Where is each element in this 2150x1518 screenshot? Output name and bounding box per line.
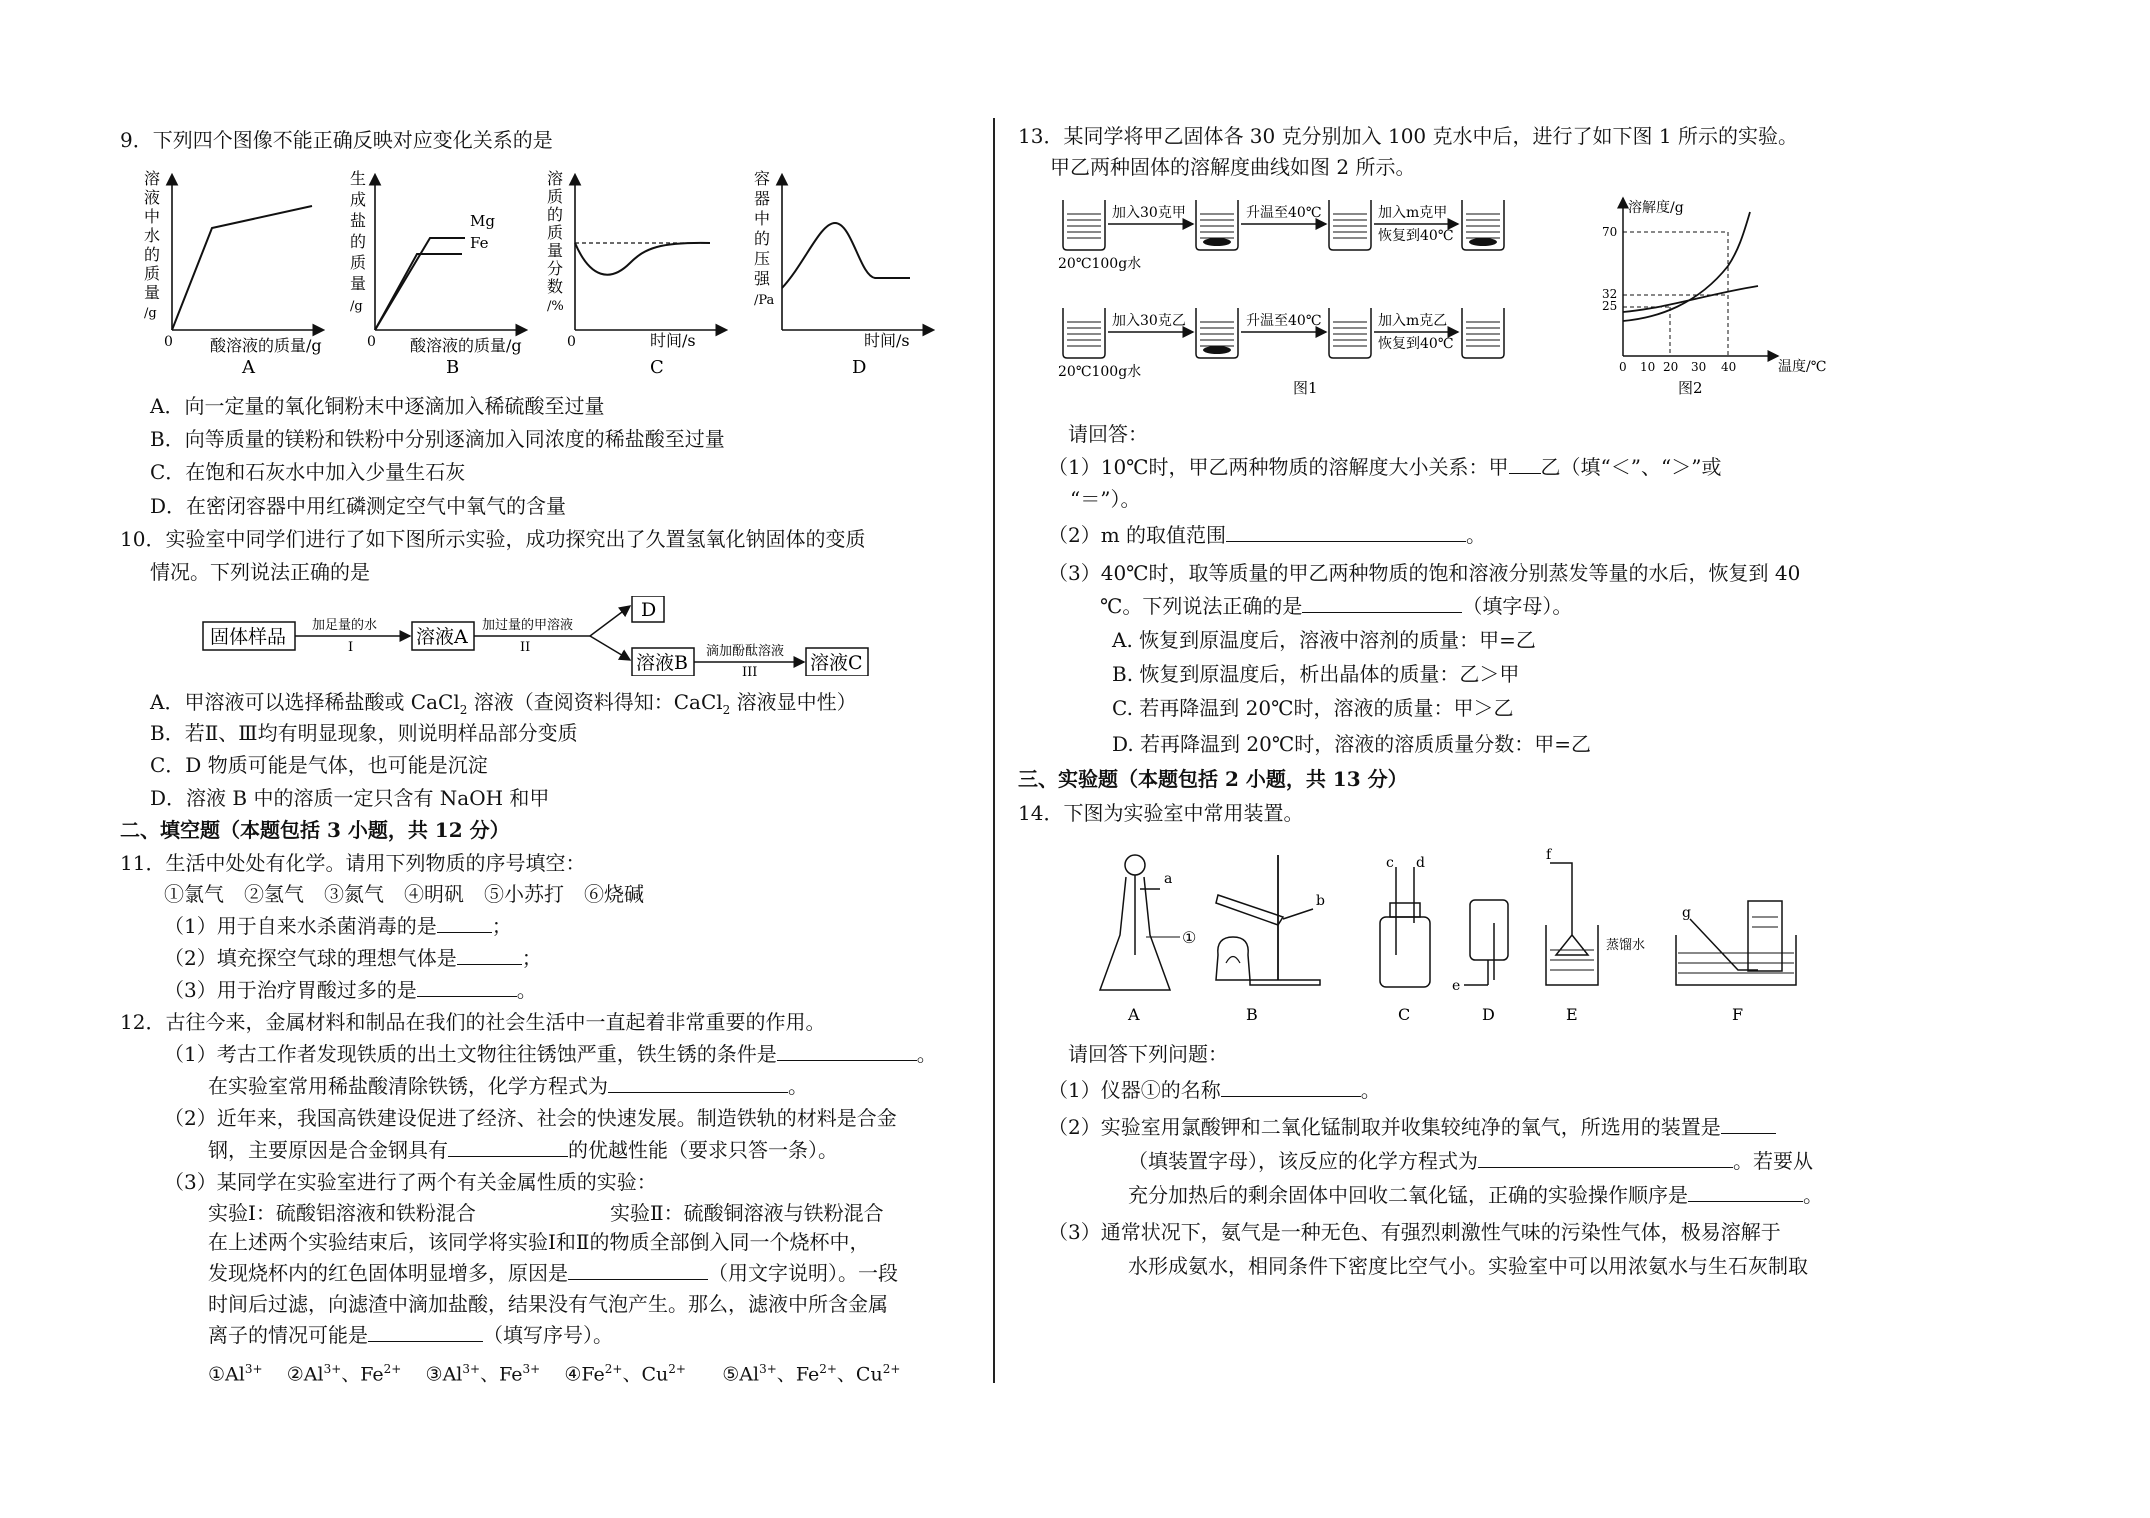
graph-d-ylabel-char: 容 xyxy=(754,169,771,188)
q13-option-a: A. 恢复到原温度后，溶液中溶剂的质量：甲=乙 xyxy=(1112,628,1536,652)
q10-option-b: B．若Ⅱ、Ⅲ均有明显现象，则说明样品部分变质 xyxy=(150,721,578,745)
q9-stem: 9．下列四个图像不能正确反映对应变化关系的是 xyxy=(120,128,553,152)
q9-option-d: D．在密闭容器中用红磷测定空气中氧气的含量 xyxy=(150,494,567,518)
q10-stem-line1: 10．实验室中同学们进行了如下图所示实验，成功探究出了久置氢氧化钠固体的变质 xyxy=(120,527,866,551)
q11-stem: 11．生活中处处有化学。请用下列物质的序号填空： xyxy=(120,851,586,875)
graph-c xyxy=(547,169,725,378)
label-g: g xyxy=(1682,905,1691,921)
q11-part1: （1）用于自来水杀菌消毒的是 ； xyxy=(164,914,512,938)
fig1-step-b2: 升温至40℃ xyxy=(1246,313,1322,329)
letter-c: C xyxy=(1398,1005,1411,1024)
flow-solution-b: 溶液B xyxy=(636,652,688,674)
graph-b-ylabel-char: 量 xyxy=(350,274,367,293)
q12-ion-options: $①Al^{3+}$ $②Al^{3+}$、$Fe^{2+}$ $③Al^{3+}$、$Fe^{3+}$ $④Fe^{2+}$、$Cu^{2+}$ $⑤Al^{3+}$、$Fe^{2+}$、$Cu^{2+}$ xyxy=(208,1362,901,1386)
graph-c-ylabel-char: 量 xyxy=(547,241,564,260)
q11-substances: ①氯气 ②氢气 ③氮气 ④明矾 ⑤小苏打 ⑥烧碱 xyxy=(164,882,644,906)
q14-apparatus-figure xyxy=(1098,845,1838,1025)
graph-d-ylabel-char: 强 xyxy=(754,269,771,288)
fig1-step-b3: 加入m克乙 xyxy=(1378,313,1448,329)
label-a: a xyxy=(1164,871,1173,887)
fig1-water-2: 20℃100g水 xyxy=(1058,364,1142,380)
q12-part3-line4: 离子的情况可能是 （填写序号）。 xyxy=(208,1323,613,1347)
fig2-xtick-30: 30 xyxy=(1691,360,1707,374)
q14-part2-line2: （填装置字母），该反应的化学方程式为 。若要从 xyxy=(1128,1149,1813,1173)
q10-option-a: A．甲溶液可以选择稀盐酸或 CaCl$_2$ 溶液（查阅资料得知：CaCl$_2$ 溶液显中性） xyxy=(150,690,857,717)
graph-b-letter: B xyxy=(446,357,460,378)
flow-solid-sample: 固体样品 xyxy=(210,626,287,648)
graph-b-ylabel-char: 的 xyxy=(350,232,367,251)
q14-part1: （1）仪器①的名称 。 xyxy=(1048,1078,1381,1102)
fig2-xtick-40: 40 xyxy=(1721,360,1737,374)
q12-part1-line2: 在实验室常用稀盐酸清除铁锈，化学方程式为 。 xyxy=(208,1074,808,1098)
q13-figure-1 xyxy=(1058,196,1578,406)
q11-part2: （2）填充探空气球的理想气体是 ； xyxy=(164,946,542,970)
q13-figure-2 xyxy=(1588,196,1858,406)
graph-d-ylabel-char: 中 xyxy=(754,209,771,228)
q13-option-b: B. 恢复到原温度后，析出晶体的质量：乙＞甲 xyxy=(1112,662,1520,686)
q13-part3-line1: （3）40℃时，取等质量的甲乙两种物质的饱和溶液分别蒸发等量的水后，恢复到 40 xyxy=(1048,561,1801,585)
graph-c-ylabel-char: 质 xyxy=(547,223,564,242)
q14-part3-line2: 水形成氨水，相同条件下密度比空气小。实验室中可以用浓氨水与生石灰制取 xyxy=(1128,1254,1808,1278)
label-d: d xyxy=(1416,855,1425,871)
graph-a-ylabel-char: 液 xyxy=(144,188,161,207)
graph-a xyxy=(144,169,322,378)
q10-option-d: D．溶液 B 中的溶质一定只含有 NaOH 和甲 xyxy=(150,786,550,810)
graph-c-origin: 0 xyxy=(567,334,576,350)
flow-step1-label: 加足量的水 xyxy=(312,618,378,633)
letter-d: D xyxy=(1482,1005,1495,1024)
graph-c-ylabel-char: 的 xyxy=(547,205,564,224)
fig2-xtick-0: 0 xyxy=(1619,360,1627,374)
q12-stem: 12．古往今来，金属材料和制品在我们的社会生活中一直起着非常重要的作用。 xyxy=(120,1010,826,1034)
letter-e: E xyxy=(1566,1005,1578,1024)
q12-experiment-2: 实验Ⅱ：硫酸铜溶液与铁粉混合 xyxy=(610,1201,884,1225)
q10-stem-line2: 情况。下列说法正确的是 xyxy=(150,560,370,584)
q13-answer-prompt: 请回答： xyxy=(1068,422,1148,446)
graph-d xyxy=(754,169,932,378)
graph-d-ylabel-char: 器 xyxy=(754,189,771,208)
flow-step2-num: II xyxy=(520,640,531,655)
graph-b-ylabel-char: /g xyxy=(350,299,363,314)
apparatus-e xyxy=(1546,847,1645,1024)
graph-b-fe-label: Fe xyxy=(470,234,489,252)
graph-c-xlabel: 时间/s xyxy=(650,331,696,350)
fig1-step-a2: 升温至40℃ xyxy=(1246,205,1322,221)
q13-stem-line1: 13．某同学将甲乙固体各 30 克分别加入 100 克水中后，进行了如下图 1 所示的实验。 xyxy=(1018,124,1798,148)
apparatus-f xyxy=(1676,901,1796,1024)
q12-experiment-1: 实验Ⅰ：硫酸铝溶液和铁粉混合 xyxy=(208,1201,476,1225)
graph-c-ylabel-char: 数 xyxy=(547,277,564,296)
q13-stem-line2: 甲乙两种固体的溶解度曲线如图 2 所示。 xyxy=(1050,155,1416,179)
letter-a: A xyxy=(1128,1005,1140,1024)
q14-part2-line3: 充分加热后的剩余固体中回收二氧化锰，正确的实验操作顺序是 。 xyxy=(1128,1183,1823,1207)
q13-option-c: C. 若再降温到 20℃时，溶液的质量：甲＞乙 xyxy=(1112,696,1514,720)
q13-option-d: D. 若再降温到 20℃时，溶液的溶质质量分数：甲=乙 xyxy=(1112,732,1591,756)
graph-a-ylabel-char: 中 xyxy=(144,207,161,226)
fig2-ytick-32: 32 xyxy=(1602,287,1618,301)
apparatus-b xyxy=(1216,855,1325,1024)
graph-c-ylabel-char: /% xyxy=(547,299,564,314)
label-e: e xyxy=(1452,978,1461,994)
q12-part2-line2: 钢，主要原因是合金钢具有 的优越性能（要求只答一条）。 xyxy=(208,1138,838,1162)
section-3-heading: 三、实验题（本题包括 2 小题，共 13 分） xyxy=(1018,767,1408,791)
apparatus-c xyxy=(1380,855,1430,1024)
flow-solution-c: 溶液C xyxy=(810,652,863,674)
flow-step1-num: I xyxy=(348,640,354,655)
graph-b-ylabel-char: 质 xyxy=(350,253,367,272)
flow-solution-a: 溶液A xyxy=(416,626,468,648)
graph-c-letter: C xyxy=(650,357,664,378)
graph-a-ylabel-char: /g xyxy=(144,306,157,321)
graph-a-origin: 0 xyxy=(164,334,173,350)
label-distilled-water: 蒸馏水 xyxy=(1606,938,1646,953)
section-2-heading: 二、填空题（本题包括 3 小题，共 12 分） xyxy=(120,818,510,842)
q9-option-b: B．向等质量的镁粉和铁粉中分别逐滴加入同浓度的稀盐酸至过量 xyxy=(150,427,725,451)
graph-a-ylabel-char: 质 xyxy=(144,264,161,283)
q9-graphs xyxy=(130,168,980,378)
graph-d-ylabel-char: 的 xyxy=(754,229,771,248)
flow-step3-num: III xyxy=(742,665,758,676)
q13-part1-line1: （1）10℃时，甲乙两种物质的溶解度大小关系：甲 乙（填“＜”、“＞”或 xyxy=(1048,455,1722,479)
graph-d-xlabel: 时间/s xyxy=(864,331,910,350)
graph-a-ylabel-char: 溶 xyxy=(144,169,161,188)
letter-b: B xyxy=(1246,1005,1258,1024)
graph-d-ylabel-char: /Pa xyxy=(754,293,775,308)
fig2-xtick-20: 20 xyxy=(1663,360,1679,374)
graph-a-ylabel-char: 的 xyxy=(144,245,161,264)
q12-part3: （3）某同学在实验室进行了两个有关金属性质的实验： xyxy=(164,1170,657,1194)
apparatus-d xyxy=(1452,900,1508,1024)
graph-c-ylabel-char: 溶 xyxy=(547,169,564,188)
q14-part2-line1: （2）实验室用氯酸钾和二氧化锰制取并收集较纯净的氧气，所选用的装置是 xyxy=(1048,1113,1776,1141)
graph-d-ylabel-char: 压 xyxy=(754,249,771,268)
q12-part3-line1: 在上述两个实验结束后，该同学将实验Ⅰ和Ⅱ的物质全部倒入同一个烧杯中， xyxy=(208,1230,870,1254)
graph-b-mg-label: Mg xyxy=(470,212,495,230)
flow-step3-label: 滴加酚酞溶液 xyxy=(706,644,785,659)
q14-stem: 14．下图为实验室中常用装置。 xyxy=(1018,801,1304,825)
q12-part2-line1: （2）近年来，我国高铁建设促进了经济、社会的快速发展。制造铁轨的材料是合金 xyxy=(164,1106,897,1130)
fig2-ytick-70: 70 xyxy=(1602,225,1618,239)
column-divider xyxy=(993,118,995,1383)
fig1-step-b3b: 恢复到40℃ xyxy=(1378,336,1454,352)
fig1-step-a1: 加入30克甲 xyxy=(1112,205,1186,221)
graph-b-origin: 0 xyxy=(367,334,376,350)
apparatus-a xyxy=(1100,855,1196,1024)
q10-flow-diagram xyxy=(200,596,940,676)
letter-f: F xyxy=(1732,1005,1744,1024)
fig2-xlabel: 温度/℃ xyxy=(1778,359,1827,375)
graph-a-xlabel: 酸溶液的质量/g xyxy=(210,336,322,355)
q9-option-a: A．向一定量的氧化铜粉末中逐滴加入稀硫酸至过量 xyxy=(150,394,605,418)
q12-part1-line1: （1）考古工作者发现铁质的出土文物往往锈蚀严重，铁生锈的条件是 。 xyxy=(164,1042,937,1066)
fig1-step-a3: 加入m克甲 xyxy=(1378,205,1448,221)
label-f: f xyxy=(1546,847,1552,863)
graph-a-ylabel-char: 量 xyxy=(144,283,161,302)
q13-part1-line2: “＝”）。 xyxy=(1070,487,1141,511)
fig2-xtick-10: 10 xyxy=(1640,360,1656,374)
graph-b-xlabel: 酸溶液的质量/g xyxy=(410,336,522,355)
fig1-water-1: 20℃100g水 xyxy=(1058,256,1142,272)
graph-b xyxy=(350,169,525,378)
label-b: b xyxy=(1316,893,1325,909)
q12-part3-line2: 发现烧杯内的红色固体明显增多，原因是 （用文字说明）。一段 xyxy=(208,1261,898,1285)
q9-option-c: C．在饱和石灰水中加入少量生石灰 xyxy=(150,460,466,484)
graph-c-ylabel-char: 分 xyxy=(547,259,564,278)
q10-option-c: C．D 物质可能是气体，也可能是沉淀 xyxy=(150,753,488,777)
q14-answer-prompt: 请回答下列问题： xyxy=(1068,1042,1228,1066)
graph-b-ylabel-char: 生 xyxy=(350,169,367,188)
graph-a-letter: A xyxy=(242,357,255,378)
graph-a-ylabel-char: 水 xyxy=(144,226,161,245)
label-one: ① xyxy=(1182,928,1197,947)
graph-c-ylabel-char: 质 xyxy=(547,187,564,206)
q14-part3-line1: （3）通常状况下，氨气是一种无色、有强烈刺激性气味的污染性气体，极易溶解于 xyxy=(1048,1220,1781,1244)
fig1-caption: 图1 xyxy=(1293,379,1318,397)
fig2-ytick-25: 25 xyxy=(1602,299,1618,313)
q11-part3: （3）用于治疗胃酸过多的是 。 xyxy=(164,978,537,1002)
q13-part2: （2）m 的取值范围 。 xyxy=(1048,523,1487,547)
graph-b-ylabel-char: 盐 xyxy=(350,211,367,230)
fig1-step-b1: 加入30克乙 xyxy=(1112,313,1186,329)
label-c: c xyxy=(1386,855,1394,871)
graph-b-ylabel-char: 成 xyxy=(350,190,367,209)
flow-step2-label: 加过量的甲溶液 xyxy=(482,618,574,633)
flow-d: D xyxy=(641,599,657,621)
q13-part3-line2: ℃。下列说法正确的是 （填字母）。 xyxy=(1100,594,1573,618)
q12-part3-line3: 时间后过滤，向滤渣中滴加盐酸，结果没有气泡产生。那么，滤液中所含金属 xyxy=(208,1292,888,1316)
fig2-caption: 图2 xyxy=(1678,379,1703,397)
fig1-step-a3b: 恢复到40℃ xyxy=(1378,228,1454,244)
fig2-ylabel: 溶解度/g xyxy=(1628,200,1684,216)
graph-d-letter: D xyxy=(852,357,867,378)
